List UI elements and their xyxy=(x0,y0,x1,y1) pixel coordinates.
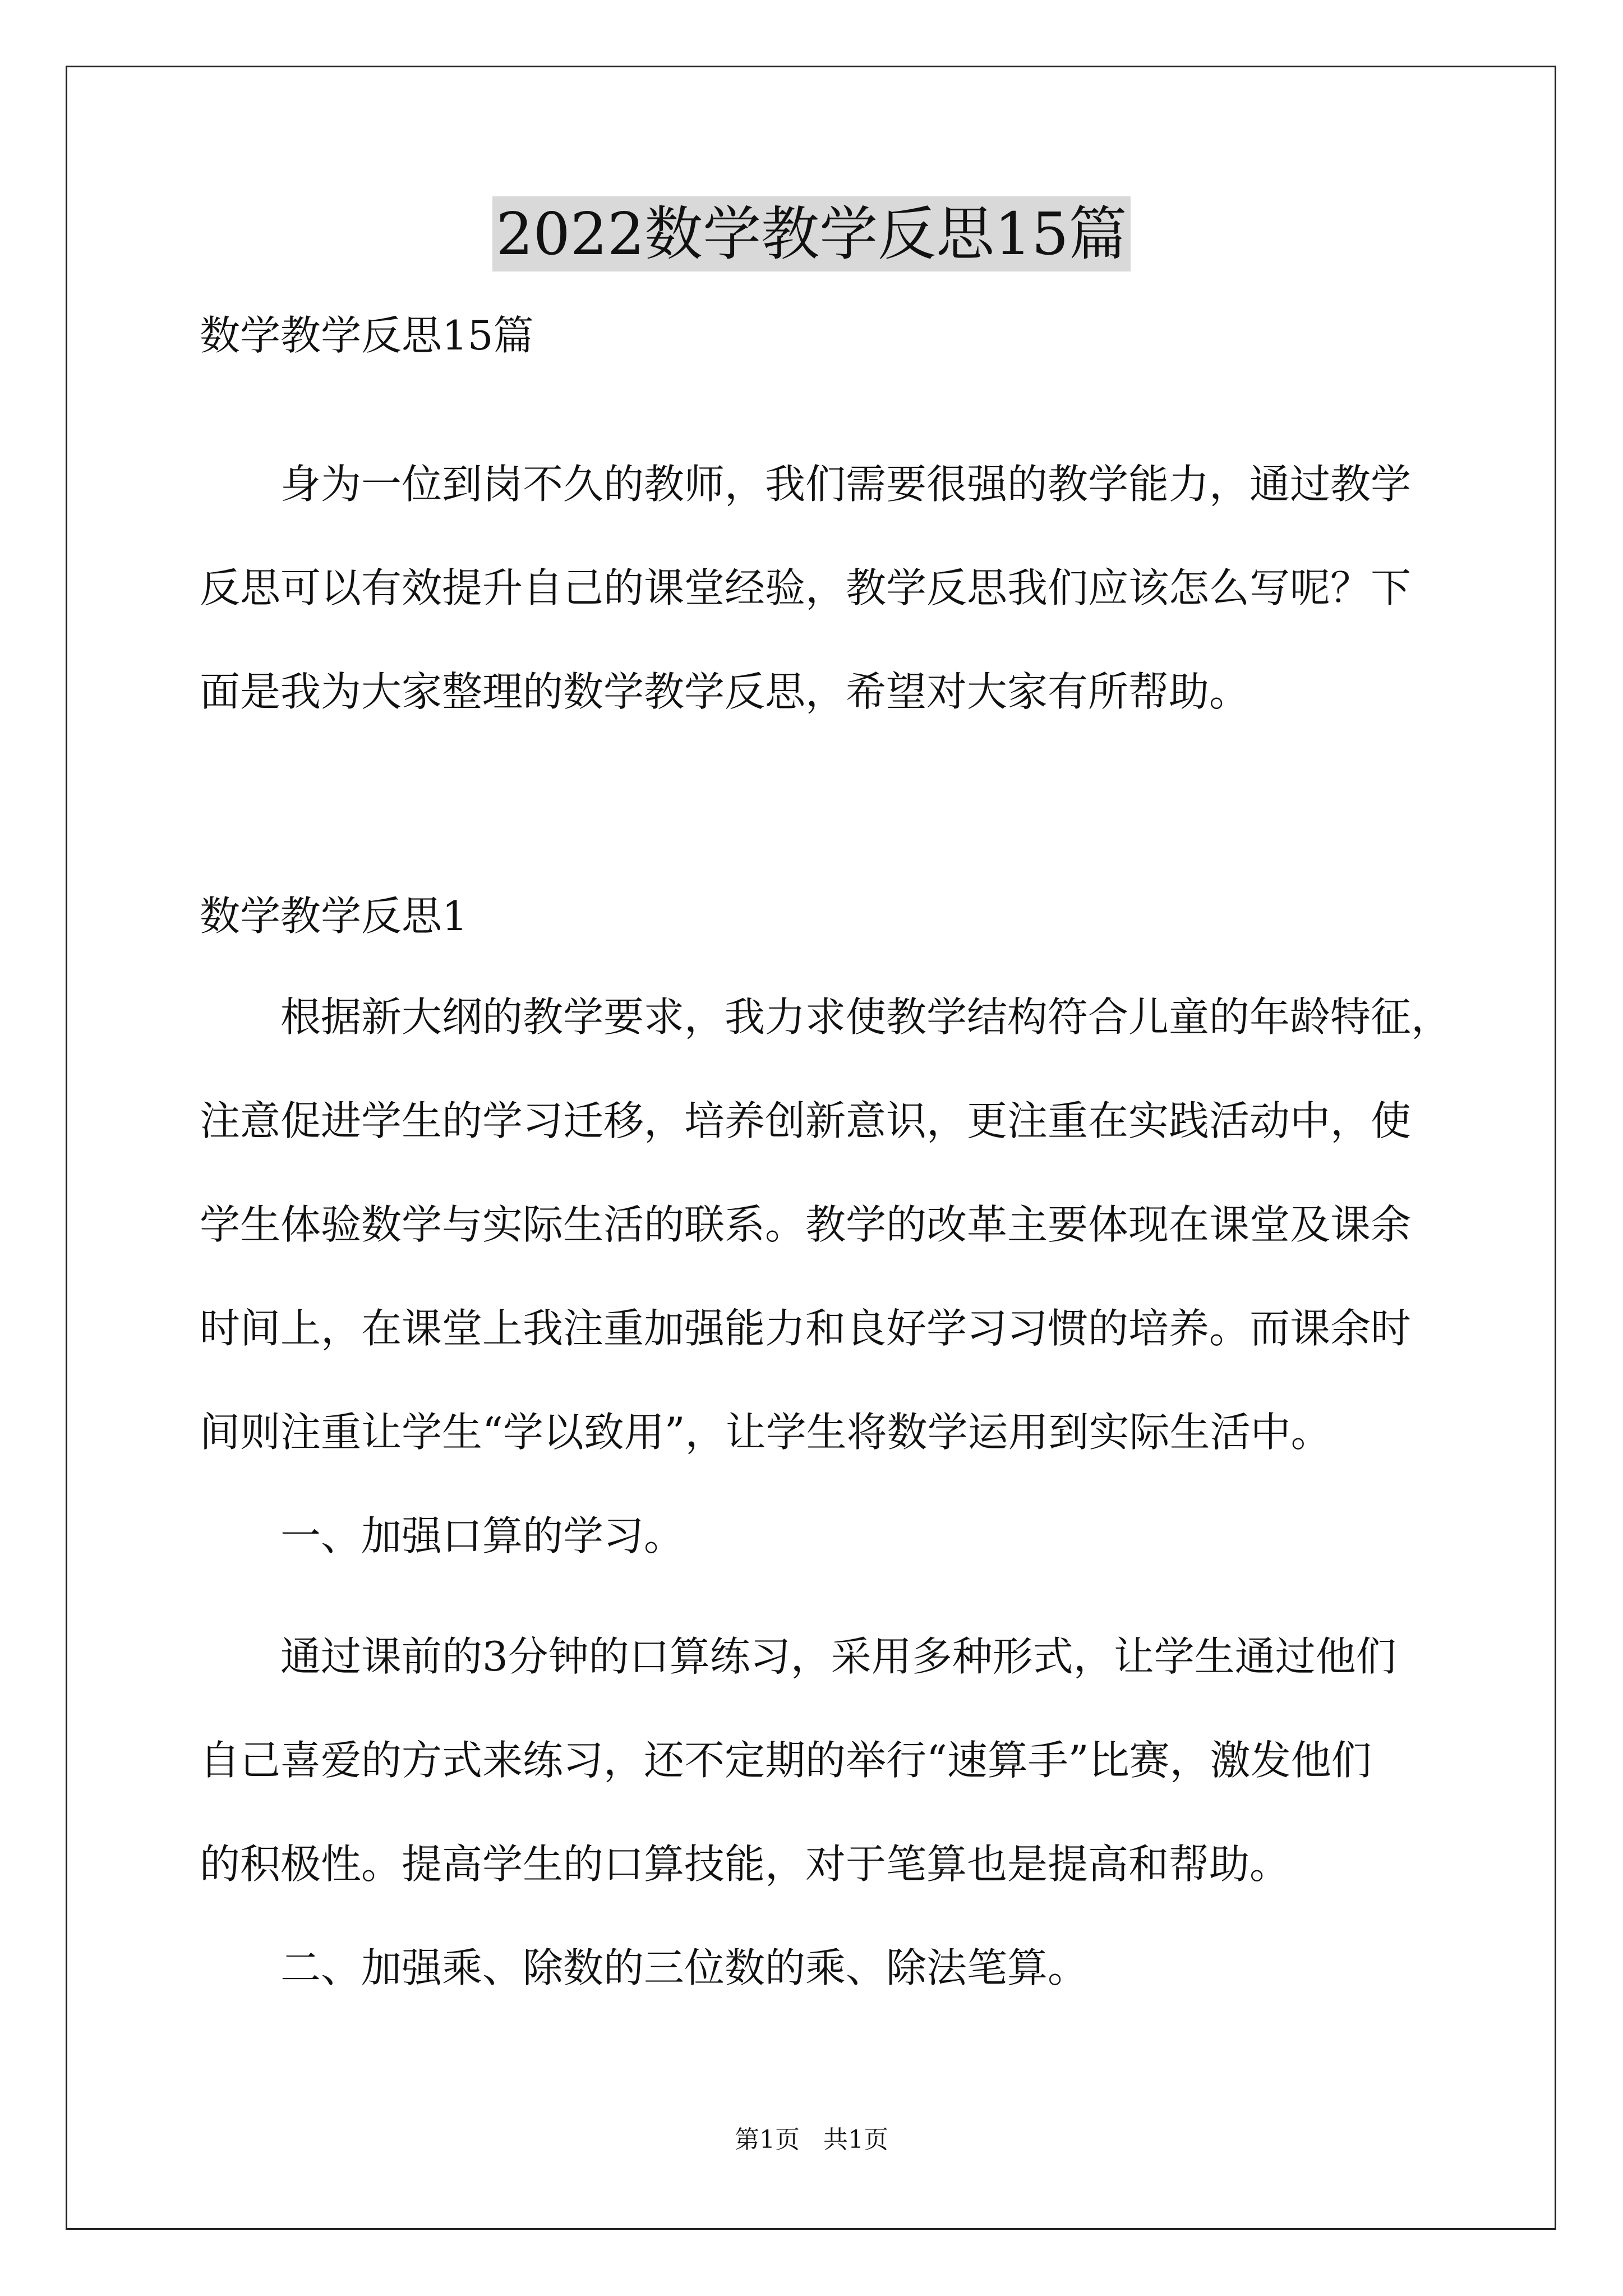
intro-line: 身为一位到岗不久的教师，我们需要很强的教学能力，通过教学 xyxy=(280,461,1412,508)
body-line: 时间上，在课堂上我注重加强能力和良好学习习惯的培养。而课余时 xyxy=(200,1305,1412,1352)
point-heading: 二、加强乘、除数的三位数的乘、除法笔算。 xyxy=(280,1944,1089,1991)
point-heading: 一、加强口算的学习。 xyxy=(280,1512,685,1559)
body-line: 学生体验数学与实际生活的联系。教学的改革主要体现在课堂及课余 xyxy=(200,1201,1412,1248)
body-line: 通过课前的3分钟的口算练习，采用多种形式，让学生通过他们 xyxy=(280,1633,1396,1680)
body-line: 根据新大纲的教学要求，我力求使教学结构符合儿童的年龄特征， xyxy=(280,993,1452,1041)
body-line: 间则注重让学生“学以致用”，让学生将数学运用到实际生活中。 xyxy=(200,1409,1331,1456)
section-heading: 数学教学反思1 xyxy=(200,892,468,940)
document-title-text: 2022数学教学反思15篇 xyxy=(492,196,1130,272)
document-title xyxy=(0,197,1623,270)
body-line: 的积极性。提高学生的口算技能，对于笔算也是提高和帮助。 xyxy=(200,1841,1290,1888)
body-line: 自己喜爱的方式来练习，还不定期的举行“速算手”比赛，激发他们 xyxy=(200,1737,1372,1784)
intro-line: 面是我为大家整理的数学教学反思，希望对大家有所帮助。 xyxy=(200,668,1250,715)
page-footer: 第1页 共1页 xyxy=(735,2125,888,2154)
body-line: 注意促进学生的学习迁移，培养创新意识，更注重在实践活动中，使 xyxy=(200,1097,1412,1144)
page-border xyxy=(66,66,1556,2230)
intro-line: 反思可以有效提升自己的课堂经验，教学反思我们应该怎么写呢？下 xyxy=(200,564,1412,611)
subtitle: 数学教学反思15篇 xyxy=(200,312,534,359)
